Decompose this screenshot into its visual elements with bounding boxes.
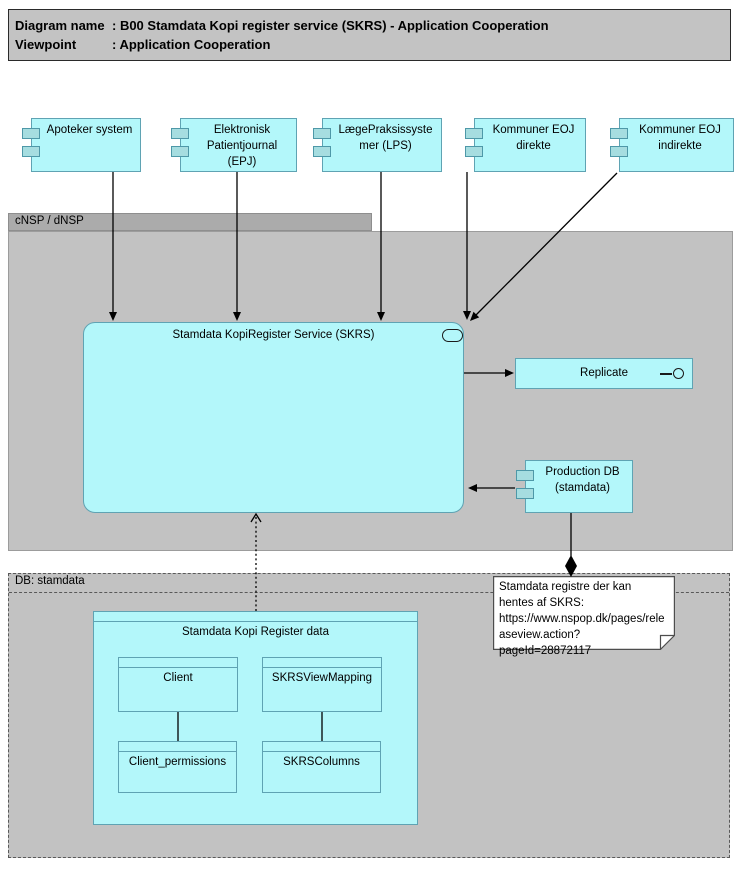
component-lps [322, 118, 442, 172]
data-object-strip [119, 742, 236, 752]
title-value-diagram-name: : B00 Stamdata Kopi register service (SKRS) - Application Cooperation [112, 18, 549, 33]
data-object-strip [94, 612, 417, 622]
container-label-db-stamdata: DB: stamdata [15, 575, 85, 587]
component-tab-icon [465, 146, 483, 157]
component-tab-icon [171, 146, 189, 157]
component-production-db [525, 460, 633, 513]
component-epj [180, 118, 297, 172]
component-kommuner-eoj-indirekte [619, 118, 734, 172]
title-row-1 [15, 16, 730, 35]
component-tab-icon [22, 128, 40, 139]
data-object-strip [119, 658, 237, 668]
data-object-skrsviewmapping [262, 657, 382, 712]
component-label: Apoteker system [46, 124, 133, 136]
application-service-icon [442, 329, 463, 342]
data-object-skrscolumns [262, 741, 381, 793]
component-label: Kommuner EOJ direkte [492, 124, 575, 152]
component-label: Elektronisk Patientjournal (EPJ) [206, 124, 278, 168]
component-label: Production DB (stamdata) [545, 466, 620, 494]
component-tab-icon [465, 128, 483, 139]
component-tab-icon [171, 128, 189, 139]
component-tab-icon [313, 128, 331, 139]
data-object-client-permissions [118, 741, 237, 793]
component-tab-icon [313, 146, 331, 157]
diagram-title-bar [8, 9, 731, 61]
data-object-label: Client_permissions [128, 756, 227, 768]
interface-icon-circle [673, 368, 684, 379]
title-row-2 [15, 35, 730, 54]
component-label: Kommuner EOJ indirekte [639, 124, 721, 152]
data-object-client [118, 657, 238, 712]
data-object-label: SKRSColumns [283, 756, 360, 768]
component-apoteker-system [31, 118, 141, 172]
interface-icon-line [660, 373, 672, 375]
note-stamdata-registre [493, 576, 675, 657]
note-text: Stamdata registre der kan hentes af SKRS: https://www.nspop.dk/pages/releaseview.action?pageId=28872117 [499, 581, 665, 657]
component-tab-icon [516, 470, 534, 481]
data-object-label: Stamdata Kopi Register data [181, 626, 330, 638]
title-value-viewpoint: : Application Cooperation [112, 37, 271, 52]
data-object-label: SKRSViewMapping [271, 672, 373, 684]
component-label: LægePraksissystemer (LPS) [338, 124, 433, 152]
data-object-strip [263, 742, 380, 752]
service-skrs [83, 322, 464, 513]
service-skrs-label: Stamdata KopiRegister Service (SKRS) [172, 329, 375, 341]
data-object-strip [263, 658, 381, 668]
container-tab-cnsp-dnsp [8, 213, 372, 231]
service-replicate-label: Replicate [580, 367, 628, 379]
component-tab-icon [22, 146, 40, 157]
title-label-diagram-name: Diagram name [15, 18, 105, 33]
component-kommuner-eoj-direkte [474, 118, 586, 172]
component-tab-icon [610, 128, 628, 139]
container-label-cnsp-dnsp: cNSP / dNSP [15, 215, 84, 227]
title-label-viewpoint: Viewpoint [15, 37, 77, 52]
component-tab-icon [516, 488, 534, 499]
data-object-label: Client [163, 672, 193, 684]
component-tab-icon [610, 146, 628, 157]
interface-icon [660, 368, 684, 380]
service-replicate [515, 358, 693, 389]
